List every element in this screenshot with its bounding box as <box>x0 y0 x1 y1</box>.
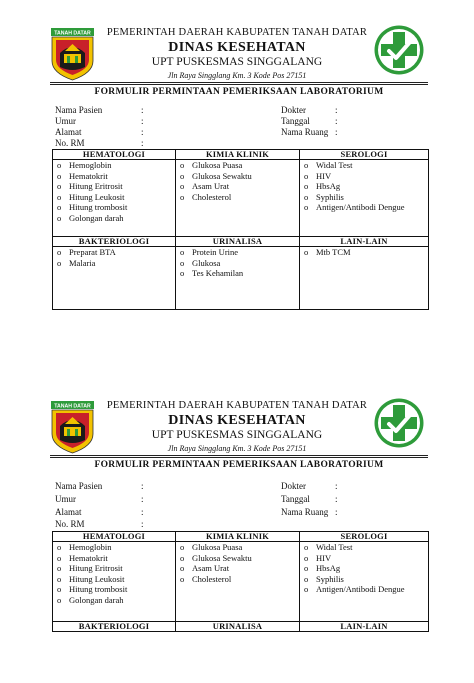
test-option[interactable] <box>304 160 426 171</box>
date-label: Tanggal <box>281 116 310 126</box>
checkbox-bullet-icon[interactable]: o <box>180 552 185 563</box>
colon: : <box>141 494 144 504</box>
test-label: Hitung Eritrosit <box>69 563 123 574</box>
checkbox-bullet-icon[interactable]: o <box>57 594 62 605</box>
checkbox-bullet-icon[interactable]: o <box>57 563 62 574</box>
test-option[interactable] <box>304 584 426 595</box>
test-label: Widal Test <box>316 542 353 552</box>
health-cross-logo-icon <box>373 24 425 76</box>
checkbox-bullet-icon[interactable]: o <box>180 257 185 268</box>
government-name: PEMERINTAH DAERAH KABUPATEN TANAH DATAR <box>106 400 368 411</box>
test-label: Mtb TCM <box>316 247 351 257</box>
department-name: DINAS KESEHATAN <box>168 413 306 428</box>
test-option[interactable] <box>180 574 297 585</box>
tanah-datar-emblem-icon <box>50 27 95 81</box>
checkbox-bullet-icon[interactable]: o <box>57 542 62 552</box>
emblem-label: TANAH DATAR <box>54 403 91 410</box>
colon: : <box>141 138 144 148</box>
colon: : <box>141 519 144 529</box>
health-cross-logo-icon <box>373 397 425 449</box>
test-label: HbsAg <box>316 563 341 574</box>
colon: : <box>141 127 144 137</box>
test-label: Hematokrit <box>69 552 108 563</box>
checkbox-bullet-icon[interactable]: o <box>304 170 309 181</box>
test-option[interactable] <box>57 181 173 192</box>
test-label: Golongan darah <box>69 212 124 223</box>
medical-record-label: No. RM <box>55 519 85 529</box>
test-option[interactable] <box>57 247 173 258</box>
section-header-hematology: HEMATOLOGI <box>53 150 176 160</box>
test-label: Preparat BTA <box>69 247 116 257</box>
section-header-serology: SEROLOGI <box>300 150 429 160</box>
test-label: Syphilis <box>316 191 344 202</box>
test-option[interactable] <box>180 171 297 182</box>
section-header-clinical-chemistry: KIMIA KLINIK <box>176 532 300 542</box>
test-option[interactable] <box>57 213 173 224</box>
test-label: Glukosa Sewaktu <box>192 170 252 181</box>
checkbox-bullet-icon[interactable]: o <box>57 552 62 563</box>
checkbox-bullet-icon[interactable]: o <box>57 212 62 223</box>
lab-request-form-1 <box>0 0 474 310</box>
address-label: Alamat <box>55 127 82 137</box>
colon: : <box>335 105 338 115</box>
date-label: Tanggal <box>281 494 310 504</box>
age-label: Umur <box>55 116 76 126</box>
checkbox-bullet-icon[interactable]: o <box>180 160 185 170</box>
test-option[interactable] <box>180 160 297 171</box>
test-label: Hitung Leukosit <box>69 573 125 584</box>
test-label: Protein Urine <box>192 247 239 257</box>
checkbox-bullet-icon[interactable]: o <box>57 170 62 181</box>
test-option[interactable] <box>57 192 173 203</box>
test-label: Hitung Leukosit <box>69 191 125 202</box>
test-option[interactable] <box>304 563 426 574</box>
colon: : <box>335 507 338 517</box>
colon: : <box>335 494 338 504</box>
checkbox-bullet-icon[interactable]: o <box>304 542 309 552</box>
header-rule <box>50 457 428 458</box>
test-option[interactable] <box>57 202 173 213</box>
patient-name-label: Nama Pasien <box>55 105 103 115</box>
checkbox-bullet-icon[interactable]: o <box>304 552 309 563</box>
colon: : <box>141 116 144 126</box>
checkbox-bullet-icon[interactable]: o <box>57 191 62 202</box>
checkbox-bullet-icon[interactable]: o <box>180 181 185 192</box>
doctor-label: Dokter <box>281 105 306 115</box>
test-option[interactable] <box>180 542 297 553</box>
test-option[interactable] <box>304 171 426 182</box>
test-label: Cholesterol <box>192 191 232 202</box>
checkbox-bullet-icon[interactable]: o <box>304 181 309 192</box>
section-header-urinalysis: URINALISA <box>176 622 300 632</box>
test-option[interactable] <box>57 584 173 595</box>
header-rule <box>50 455 428 456</box>
tanah-datar-emblem-icon <box>50 400 95 454</box>
test-option[interactable] <box>304 542 426 553</box>
test-option[interactable] <box>180 563 297 574</box>
doctor-label: Dokter <box>281 481 306 491</box>
test-option[interactable] <box>57 171 173 182</box>
department-name: DINAS KESEHATAN <box>168 40 306 55</box>
section-header-bacteriology: BAKTERIOLOGI <box>53 237 176 247</box>
checkbox-bullet-icon[interactable]: o <box>57 247 62 257</box>
checkbox-bullet-icon[interactable]: o <box>180 191 185 202</box>
checkbox-bullet-icon[interactable]: o <box>57 257 62 268</box>
checkbox-bullet-icon[interactable]: o <box>304 573 309 584</box>
checkbox-bullet-icon[interactable]: o <box>180 573 185 584</box>
test-option[interactable] <box>57 542 173 553</box>
test-option[interactable] <box>57 563 173 574</box>
test-option[interactable] <box>57 553 173 564</box>
checkbox-bullet-icon[interactable]: o <box>57 160 62 170</box>
test-label: Malaria <box>69 257 96 268</box>
test-option[interactable] <box>57 595 173 606</box>
government-name: PEMERINTAH DAERAH KABUPATEN TANAH DATAR <box>106 27 368 38</box>
header-rule <box>50 82 428 83</box>
medical-record-label: No. RM <box>55 138 85 148</box>
test-option[interactable] <box>57 258 173 269</box>
test-label: HbsAg <box>316 181 341 192</box>
test-option[interactable] <box>180 258 297 269</box>
test-option[interactable] <box>304 202 426 213</box>
test-label: Golongan darah <box>69 594 124 605</box>
emblem-label: TANAH DATAR <box>54 30 91 37</box>
test-label: Glukosa Puasa <box>192 160 243 170</box>
test-label: Glukosa Puasa <box>192 542 243 552</box>
test-label: Glukosa <box>192 257 221 268</box>
test-label: Hemoglobin <box>69 542 112 552</box>
address: Jln Raya Singglang Km. 3 Kode Pos 27151 <box>167 71 307 80</box>
form-title: FORMULIR PERMINTAAN PEMERIKSAAN LABORATORIUM <box>94 87 384 97</box>
test-option[interactable] <box>180 192 297 203</box>
colon: : <box>335 481 338 491</box>
test-option[interactable] <box>57 160 173 171</box>
test-label: Asam Urat <box>192 181 230 192</box>
test-option[interactable] <box>180 181 297 192</box>
test-option[interactable] <box>304 574 426 585</box>
address-label: Alamat <box>55 507 82 517</box>
test-option[interactable] <box>304 181 426 192</box>
test-label: HIV <box>316 170 332 181</box>
room-name-label: Nama Ruang <box>281 507 329 517</box>
age-label: Umur <box>55 494 76 504</box>
checkbox-bullet-icon[interactable]: o <box>180 268 185 279</box>
test-label: Asam Urat <box>192 563 230 574</box>
lab-request-form-2 <box>0 373 474 683</box>
test-label: Tes Kehamilan <box>192 268 244 279</box>
test-selection-table <box>52 531 429 632</box>
test-label: Hematokrit <box>69 170 108 181</box>
room-name-label: Nama Ruang <box>281 127 329 137</box>
test-label: Syphilis <box>316 573 344 584</box>
checkbox-bullet-icon[interactable]: o <box>304 563 309 574</box>
test-label: Antigen/Antibodi Dengue <box>316 584 405 595</box>
test-option[interactable] <box>304 247 426 258</box>
test-label: Antigen/Antibodi Dengue <box>316 202 405 213</box>
section-header-other: LAIN-LAIN <box>300 622 429 632</box>
test-label: HIV <box>316 552 332 563</box>
checkbox-bullet-icon[interactable]: o <box>57 181 62 192</box>
test-label: Hitung trombosit <box>69 202 128 213</box>
test-label: Glukosa Sewaktu <box>192 552 252 563</box>
test-option[interactable] <box>180 553 297 564</box>
checkbox-bullet-icon[interactable]: o <box>304 202 309 213</box>
colon: : <box>141 507 144 517</box>
colon: : <box>335 116 338 126</box>
checkbox-bullet-icon[interactable]: o <box>57 573 62 584</box>
test-option[interactable] <box>57 574 173 585</box>
section-header-urinalysis: URINALISA <box>176 237 300 247</box>
test-option[interactable] <box>180 247 297 258</box>
colon: : <box>141 481 144 491</box>
checkbox-bullet-icon[interactable]: o <box>304 247 309 257</box>
section-header-other: LAIN-LAIN <box>300 237 429 247</box>
address: Jln Raya Singglang Km. 3 Kode Pos 27151 <box>167 444 307 453</box>
checkbox-bullet-icon[interactable]: o <box>304 160 309 170</box>
test-option[interactable] <box>180 268 297 279</box>
unit-name: UPT PUSKESMAS SINGGALANG <box>151 56 323 68</box>
section-header-hematology: HEMATOLOGI <box>53 532 176 542</box>
section-header-bacteriology: BAKTERIOLOGI <box>53 622 176 632</box>
form-title: FORMULIR PERMINTAAN PEMERIKSAAN LABORATORIUM <box>94 460 384 470</box>
test-label: Cholesterol <box>192 573 232 584</box>
patient-name-label: Nama Pasien <box>55 481 103 491</box>
checkbox-bullet-icon[interactable]: o <box>304 584 309 595</box>
section-header-clinical-chemistry: KIMIA KLINIK <box>176 150 300 160</box>
test-selection-table <box>52 149 429 310</box>
test-option[interactable] <box>304 192 426 203</box>
checkbox-bullet-icon[interactable]: o <box>180 170 185 181</box>
header-rule <box>50 84 428 85</box>
checkbox-bullet-icon[interactable]: o <box>180 563 185 574</box>
test-label: Hitung trombosit <box>69 584 128 595</box>
colon: : <box>141 105 144 115</box>
checkbox-bullet-icon[interactable]: o <box>180 542 185 552</box>
unit-name: UPT PUSKESMAS SINGGALANG <box>151 429 323 441</box>
test-label: Widal Test <box>316 160 353 170</box>
colon: : <box>335 127 338 137</box>
checkbox-bullet-icon[interactable]: o <box>180 247 185 257</box>
checkbox-bullet-icon[interactable]: o <box>57 202 62 213</box>
checkbox-bullet-icon[interactable]: o <box>304 191 309 202</box>
checkbox-bullet-icon[interactable]: o <box>57 584 62 595</box>
section-header-serology: SEROLOGI <box>300 532 429 542</box>
test-option[interactable] <box>304 553 426 564</box>
test-label: Hitung Eritrosit <box>69 181 123 192</box>
test-label: Hemoglobin <box>69 160 112 170</box>
